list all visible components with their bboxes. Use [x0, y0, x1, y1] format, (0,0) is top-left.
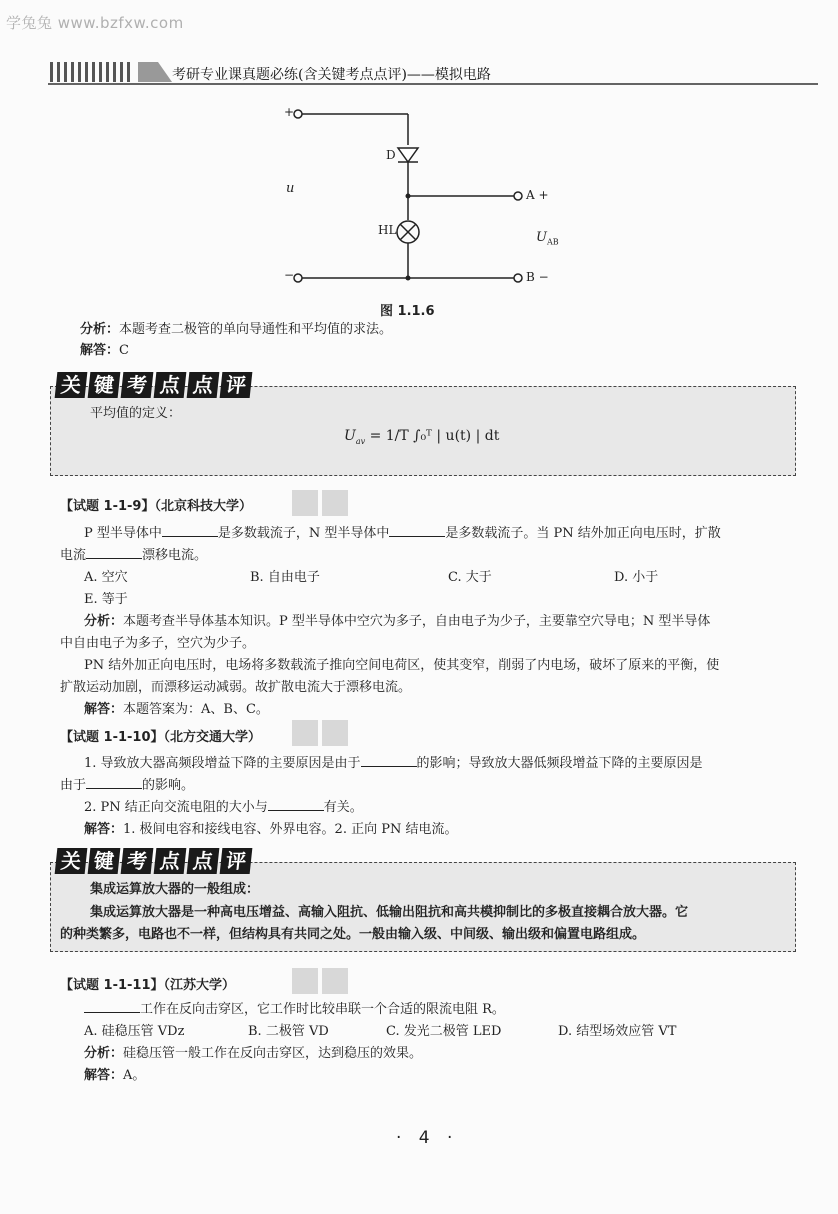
q9-analysis-4: 扩散运动加剧，而漂移运动减弱。故扩散电流大于漂移电流。 [60, 680, 412, 695]
terminal-a-label: A + [526, 188, 549, 202]
q10-line2: 由于 的影响。 [60, 778, 195, 793]
blank[interactable] [268, 798, 324, 811]
kp2-line1: 集成运算放大器是一种高电压增益、高输入阻抗、低输出阻抗和高共模抑制比的多极直接耦合放大器。它 [90, 905, 689, 920]
blank[interactable] [84, 1000, 140, 1013]
q9-stem-line1: P 型半导体中 是多数载流子，N 型半导体中 是多数载流子。当 PN 结外加正向电压时，扩散 [84, 526, 721, 541]
q11-option-b: B. 二极管 VD [248, 1024, 329, 1039]
blank[interactable] [162, 524, 218, 537]
q11-title: 【试题 1-1-11】（江苏大学） [60, 978, 235, 993]
q9-deco-1 [292, 490, 318, 516]
q11-deco-1 [292, 968, 318, 994]
diode-label: D [386, 148, 396, 162]
figure-caption: 图 1.1.6 [380, 304, 435, 319]
q9-analysis-1: 分析：本题考查半导体基本知识。P 型半导体中空穴为多子，自由电子为少子，主要靠空穴导电；N 型半导体 [84, 614, 711, 629]
q9-analysis-3: PN 结外加正向电压时，电场将多数载流子推向空间电荷区，使其变窄，削弱了内电场，破坏了原来的平衡，使 [84, 658, 720, 673]
blank[interactable] [361, 754, 417, 767]
q10-line3: 2. PN 结正向交流电阻的大小与 有关。 [84, 800, 363, 815]
q11-option-d: D. 结型场效应管 VT [558, 1024, 677, 1039]
kp1-formula: $U_{av} = 1/T$ ∫₀ᵀ | u(t) | dt [344, 428, 500, 446]
uab-label: $U_{AB}$ [536, 230, 559, 247]
q9-analysis-2: 中自由电子为多子，空穴为少子。 [60, 636, 256, 651]
q9-stem-line2: 电流 漂移电流。 [60, 548, 208, 563]
kp2-line2: 的种类繁多，电路也不一样，但结构具有共同之处。一般由输入级、中间级、输出级和偏置电路组成。 [60, 927, 646, 942]
q11-answer: 解答：A。 [84, 1068, 146, 1083]
q10-answer: 解答：1. 极间电容和接线电容、外界电容。2. 正向 PN 结电流。 [84, 822, 458, 837]
watermark: 学兔兔 www.bzfxw.com [6, 14, 184, 32]
q9-option-c: C. 大于 [448, 570, 492, 585]
q9-deco-2 [322, 490, 348, 516]
q9-title: 【试题 1-1-9】（北京科技大学） [60, 499, 252, 514]
q11-option-a: A. 硅稳压管 VDz [84, 1024, 185, 1039]
prev-analysis: 分析：本题考查二极管的单向导通性和平均值的求法。 [80, 322, 393, 337]
blank[interactable] [86, 546, 142, 559]
kp1-intro: 平均值的定义： [90, 406, 182, 421]
terminal-b-label: B − [526, 270, 549, 284]
q9-option-a: A. 空穴 [84, 570, 128, 585]
q11-stem: 工作在反向击穿区，它工作时比较串联一个合适的限流电阻 R。 [84, 1000, 505, 1020]
page-number: · 4 · [396, 1128, 459, 1148]
q11-deco-2 [322, 968, 348, 994]
q10-line1: 1. 导致放大器高频段增益下降的主要原因是由于 的影响；导致放大器低频段增益下降的主要原因是 [84, 756, 703, 771]
q9-option-d: D. 小于 [614, 570, 659, 585]
keypoint-title-2: 关 键 考 点 点 评 [56, 848, 254, 874]
q9-option-e: E. 等于 [84, 592, 128, 607]
lamp-label: HL [378, 223, 397, 237]
q9-answer: 解答：本题答案为：A、B、C。 [84, 702, 269, 717]
header-title: 考研专业课真题必练(含关键考点点评)——模拟电路 [172, 67, 491, 83]
kp2-intro: 集成运算放大器的一般组成： [90, 882, 260, 897]
q11-option-c: C. 发光二极管 LED [386, 1024, 502, 1039]
q10-deco-1 [292, 720, 318, 746]
q9-option-b: B. 自由电子 [250, 570, 320, 585]
blank[interactable] [389, 524, 445, 537]
terminal-plus-label: + [284, 105, 295, 119]
prev-answer: 解答：C [80, 343, 129, 358]
blank[interactable] [86, 776, 142, 789]
q10-title: 【试题 1-1-10】（北方交通大学） [60, 730, 261, 745]
u-label: u [286, 181, 295, 196]
keypoint-title-1: 关 键 考 点 点 评 [56, 372, 254, 398]
q10-deco-2 [322, 720, 348, 746]
terminal-minus-label: − [284, 268, 295, 282]
q11-analysis: 分析：硅稳压管一般工作在反向击穿区，达到稳压的效果。 [84, 1046, 423, 1061]
